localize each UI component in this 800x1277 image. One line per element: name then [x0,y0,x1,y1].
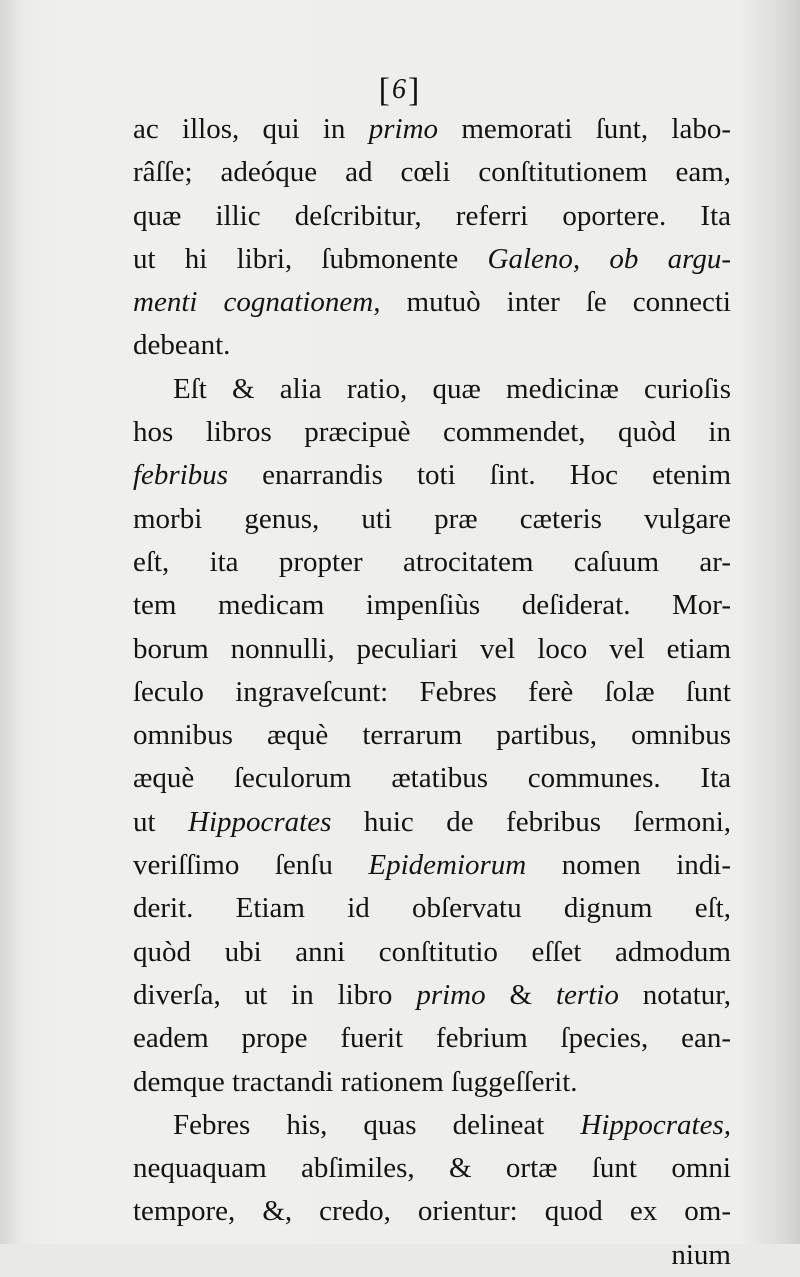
text-run: notatur, [618,978,731,1011]
text-run: demque tractandi rationem ſuggeſſerit. [133,1065,578,1098]
italic-text: Hippocrates [188,805,332,838]
text-run: & [485,978,556,1011]
italic-text: menti cognationem, [133,286,381,319]
text-line [133,151,731,194]
italic-text: Hippocrates, [580,1108,731,1141]
text-line [133,1104,731,1147]
italic-text: primo [368,113,439,145]
text-line [133,368,731,411]
text-run: memorati ſunt, labo- [438,113,731,145]
italic-text: febribus [133,459,229,492]
text-line [133,541,731,584]
text-line [133,801,731,844]
text-line [133,714,731,757]
text-line [133,974,731,1017]
text-line [133,1017,731,1060]
text-line [133,108,731,151]
italic-text: ob argu- [609,242,732,275]
text-run: ac illos, qui in [133,113,369,145]
text-run: eadem prope fuerit febrium ſpecies, ean- [133,1022,731,1055]
text-line [133,1061,731,1104]
text-line [133,1147,731,1190]
text-run: eſt, ita propter atrocitatem caſuum ar- [133,545,731,578]
text-line [133,887,731,930]
italic-text: Epidemiorum [368,849,527,882]
text-line [133,324,731,367]
page-number-bracket-right: ] [408,72,422,109]
text-run: tem medicam impenſiùs deſiderat. Mor- [133,589,731,622]
text-run: quòd ubi anni conſtitutio eſſet admodum [133,935,731,968]
text-line [133,411,731,454]
text-line [133,195,731,238]
text-run [580,243,609,275]
text-run: nequaquam abſimiles, & ortæ ſunt omni [133,1152,731,1185]
text-run: ut hi libri, ſubmonente [133,242,488,275]
text-run: ut [133,805,189,838]
text-line [133,281,731,324]
text-run: râſſe; adeóque ad cœli conſtitutionem eam, [133,156,731,189]
text-run: quæ illic deſcribitur, referri oportere. Ita [133,199,731,232]
text-run: æquè ſeculorum ætatibus communes. Ita [133,762,731,795]
text-line [133,584,731,627]
text-line [133,238,731,281]
page-number-bracket-left: [ [378,72,392,109]
page-number-value: 6 [392,74,408,105]
italic-text: Galeno, [487,242,581,275]
text-run: huic de febribus ſermoni, [331,805,731,838]
text-run: veriſſimo ſenſu [133,849,369,882]
italic-text: tertio [556,978,619,1011]
text-run: nium [671,1238,731,1271]
text-line [133,498,731,541]
text-run: tempore, &, credo, orientur: quod ex om- [133,1195,731,1228]
body-text [133,108,731,1277]
text-line [133,628,731,671]
text-run: debeant. [133,329,231,362]
text-run: Eſt & alia ratio, quæ medicinæ curioſis [173,372,731,405]
text-run: diverſa, ut in libro [133,978,417,1011]
text-line [133,454,731,497]
text-run: ſeculo ingraveſcunt: Febres ferè ſolæ ſunt [133,675,731,708]
text-run: mutuò inter ſe connecti [380,286,731,319]
text-run: enarrandis toti ſint. Hoc etenim [228,459,731,492]
text-run: morbi genus, uti præ cæteris vulgare [133,502,731,535]
text-run: Febres his, quas delineat [173,1108,581,1141]
text-run: hos libros præcipuè commendet, quòd in [133,416,731,449]
text-line [133,844,731,887]
text-run: omnibus æquè terrarum partibus, omnibus [133,719,731,752]
text-run: borum nonnulli, peculiari vel loco vel etiam [133,632,731,665]
text-run: nomen indi- [526,849,731,882]
text-run: derit. Etiam id obſervatu dignum eſt, [133,892,731,925]
text-line [133,671,731,714]
text-line [133,757,731,800]
page-number [0,72,800,110]
italic-text: primo [416,978,486,1011]
text-line [133,1190,731,1233]
text-line [133,1234,731,1277]
text-line [133,931,731,974]
